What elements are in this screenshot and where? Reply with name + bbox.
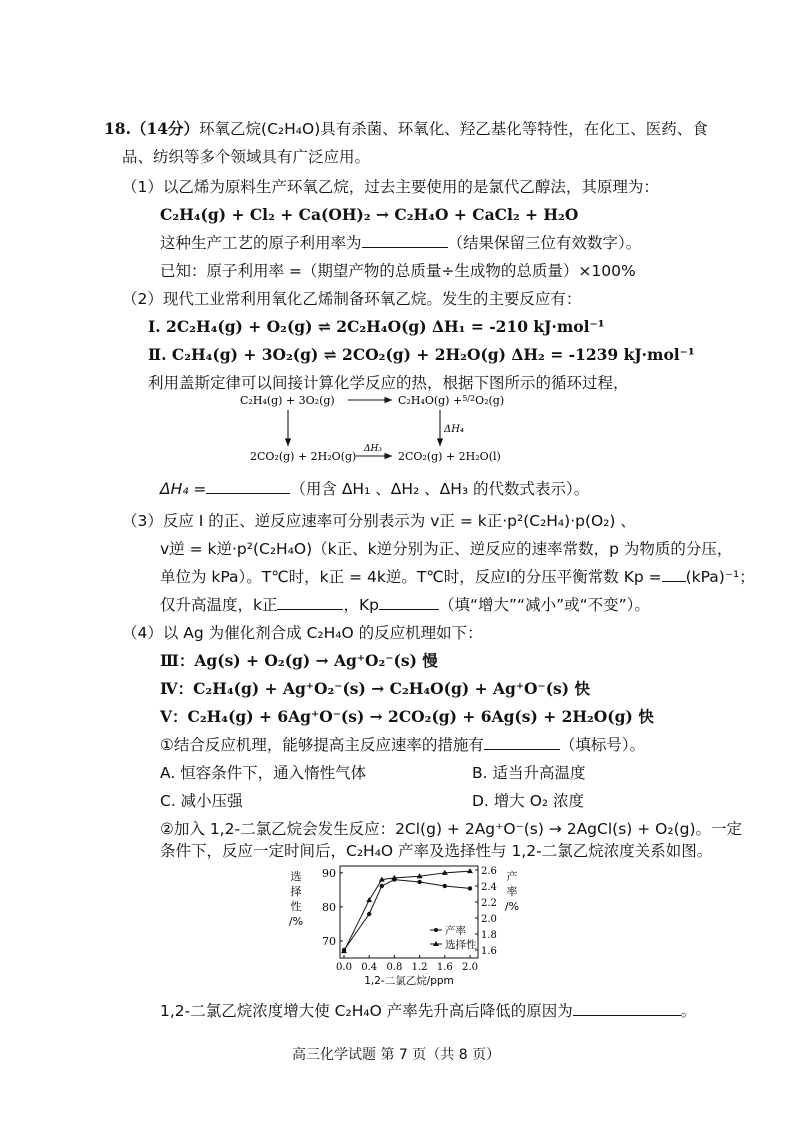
part1-known: 已知：原子利用率 =（期望产物的总质量÷生成物的总质量）×100% xyxy=(160,262,636,280)
selectivity-point xyxy=(366,897,372,902)
right-axis-label: 率 xyxy=(506,885,518,898)
page-footer: 高三化学试题 第 7 页（共 8 页） xyxy=(292,1047,501,1063)
final-question: 1,2-二氯乙烷浓度增大使 C₂H₄O 产率先升高后降低的原因为 。 xyxy=(160,1002,697,1020)
cycle-dh3-label: ΔH₃ xyxy=(364,444,382,454)
question-intro-line2: 品、纺织等多个领域具有广泛应用。 xyxy=(122,148,371,166)
left-axis-label: 择 xyxy=(290,885,302,898)
yield-selectivity-chart xyxy=(282,858,522,992)
right-tick-label: 2.0 xyxy=(481,914,497,925)
reaction-1: Ⅰ. 2C₂H₄(g) + O₂(g) ⇌ 2C₂H₄O(g) ΔH₁ = -210 kJ·mol⁻¹ xyxy=(148,317,605,336)
x-tick-label: 2.0 xyxy=(462,962,478,973)
part4-text: （4）以 Ag 为催化剂合成 C₂H₄O 的反应机理如下： xyxy=(122,624,483,642)
legend-marker-yield xyxy=(434,928,438,932)
subquestion-2-line2: 条件下，反应一定时间后，C₂H₄O 产率及选择性与 1,2-二氯乙烷浓度关系如图。 xyxy=(160,842,713,860)
option-c[interactable]: C. 减小压强 xyxy=(160,792,243,810)
answer-blank-reason[interactable] xyxy=(573,1000,681,1016)
answer-blank-dh4[interactable] xyxy=(206,478,290,494)
question-number: 18. xyxy=(104,119,131,138)
yield-point xyxy=(367,912,371,916)
left-axis-label: /% xyxy=(288,915,304,928)
option-a[interactable]: A. 恒容条件下，通入惰性气体 xyxy=(160,764,367,782)
left-axis-label: 性 xyxy=(290,900,302,913)
mechanism-5: Ⅴ：C₂H₄(g) + 6Ag⁺O⁻(s) → 2CO₂(g) + 6Ag(s) + 2H₂O(g) 快 xyxy=(160,707,654,726)
reaction-2: Ⅱ. C₂H₄(g) + 3O₂(g) ⇌ 2CO₂(g) + 2H₂O(g) ΔH₂ = -1239 kJ·mol⁻¹ xyxy=(148,345,695,364)
legend-label: 产率 xyxy=(445,925,466,937)
left-tick-label: 70 xyxy=(322,934,336,948)
right-tick-label: 2.6 xyxy=(481,866,497,877)
x-axis-label: 1,2-二氯乙烷/ppm xyxy=(364,975,454,987)
subquestion-1: ①结合反应机理，能够提高主反应速率的措施有 （填标号）。 xyxy=(160,736,646,754)
mechanism-3: Ⅲ：Ag(s) + O₂(g) → Ag⁺O₂⁻(s) 慢 xyxy=(160,651,438,670)
yield-point xyxy=(380,884,384,888)
selectivity-point xyxy=(341,948,347,953)
x-tick-label: 1.2 xyxy=(411,962,428,973)
right-axis-label: /% xyxy=(504,900,520,913)
cycle-dh4-label: ΔH₄ xyxy=(444,424,464,435)
right-tick-label: 2.2 xyxy=(481,898,497,909)
selectivity-point xyxy=(467,868,473,873)
right-axis-label: 产 xyxy=(506,870,518,883)
part3-line4: 仅升高温度，k正 ，Kp （填“增大”“减小”或“不变”）。 xyxy=(160,596,650,614)
hess-cycle-diagram xyxy=(240,388,540,464)
x-tick-label: 0.4 xyxy=(361,962,378,973)
x-tick-label: 1.6 xyxy=(436,962,453,973)
answer-blank-kp[interactable] xyxy=(662,566,686,582)
answer-blank-rate[interactable] xyxy=(362,232,448,248)
part3-line2: v逆 = k逆·p²(C₂H₄O)（k正、k逆分别为正、逆反应的速率常数，p 为物质的分压， xyxy=(160,540,733,558)
hess-text: 利用盖斯定律可以间接计算化学反应的热，根据下图所示的循环过程， xyxy=(148,374,629,392)
chart-labels xyxy=(289,866,519,987)
left-axis-label: 选 xyxy=(290,870,302,883)
part2-answer: ΔH₄ = （用含 ΔH₁ 、ΔH₂ 、ΔH₃ 的代数式表示）。 xyxy=(160,480,590,498)
part2-text: （2）现代工业常利用氧化乙烯制备环氧乙烷。发生的主要反应有： xyxy=(122,290,582,308)
subquestion-2-line1: ②加入 1,2-二氯乙烷会发生反应：2Cl(g) + 2Ag⁺O⁻(s) → 2AgCl(s) + O₂(g)。一定 xyxy=(160,820,743,838)
left-tick-label: 80 xyxy=(322,900,336,914)
answer-blank-kzheng[interactable] xyxy=(277,594,343,610)
cycle-bottom-left: 2CO₂(g) + 2H₂O(g) xyxy=(250,450,357,463)
yield-point xyxy=(417,880,421,884)
yield-point xyxy=(443,884,447,888)
legend-label: 选择性 xyxy=(445,939,477,951)
question-score: （14分） xyxy=(130,119,200,138)
mechanism-4: Ⅳ：C₂H₄(g) + Ag⁺O₂⁻(s) → C₂H₄O(g) + Ag⁺O⁻(s) 快 xyxy=(160,679,590,698)
answer-blank-kp-trend[interactable] xyxy=(379,594,439,610)
option-d[interactable]: D. 增大 O₂ 浓度 xyxy=(472,792,585,810)
cycle-top-left: C₂H₄(g) + 3O₂(g) xyxy=(240,394,335,407)
right-tick-label: 2.4 xyxy=(481,882,497,893)
cycle-top-right: C₂H₄O(g) +$^{5/2}$O₂(g) xyxy=(398,394,505,407)
x-tick-label: 0.0 xyxy=(336,962,352,973)
right-tick-label: 1.6 xyxy=(481,946,497,957)
part1-equation: C₂H₄(g) + Cl₂ + Ca(OH)₂ → C₂H₄O + CaCl₂ + H₂O xyxy=(160,205,579,224)
answer-blank-measures[interactable] xyxy=(484,734,560,750)
option-b[interactable]: B. 适当升高温度 xyxy=(472,764,586,782)
part3-line1: （3）反应 Ⅰ 的正、逆反应速率可分别表示为 v正 = k正·p²(C₂H₄)·p(O₂) 、 xyxy=(122,512,636,530)
cycle-bottom-right: 2CO₂(g) + 2H₂O(l) xyxy=(398,450,501,463)
x-tick-label: 0.8 xyxy=(386,962,403,973)
part3-line3: 单位为 kPa）。T℃时，k正 = 4k逆。T℃时，反应Ⅰ的分压平衡常数 Kp = (kPa)⁻¹； xyxy=(160,568,755,586)
left-tick-label: 90 xyxy=(322,866,336,880)
right-tick-label: 1.8 xyxy=(481,930,497,941)
part1-rate-question: 这种生产工艺的原子利用率为 （结果保留三位有效数字）。 xyxy=(160,234,642,252)
yield-point xyxy=(468,886,472,890)
question-intro-line1: 环氧乙烷(C₂H₄O)具有杀菌、环氧化、羟乙基化等特性，在化工、医药、食 xyxy=(199,120,708,138)
part1-text: （1）以乙烯为原料生产环氧乙烷，过去主要使用的是氯代乙醇法，其原理为： xyxy=(122,178,659,196)
question-header xyxy=(104,118,708,140)
